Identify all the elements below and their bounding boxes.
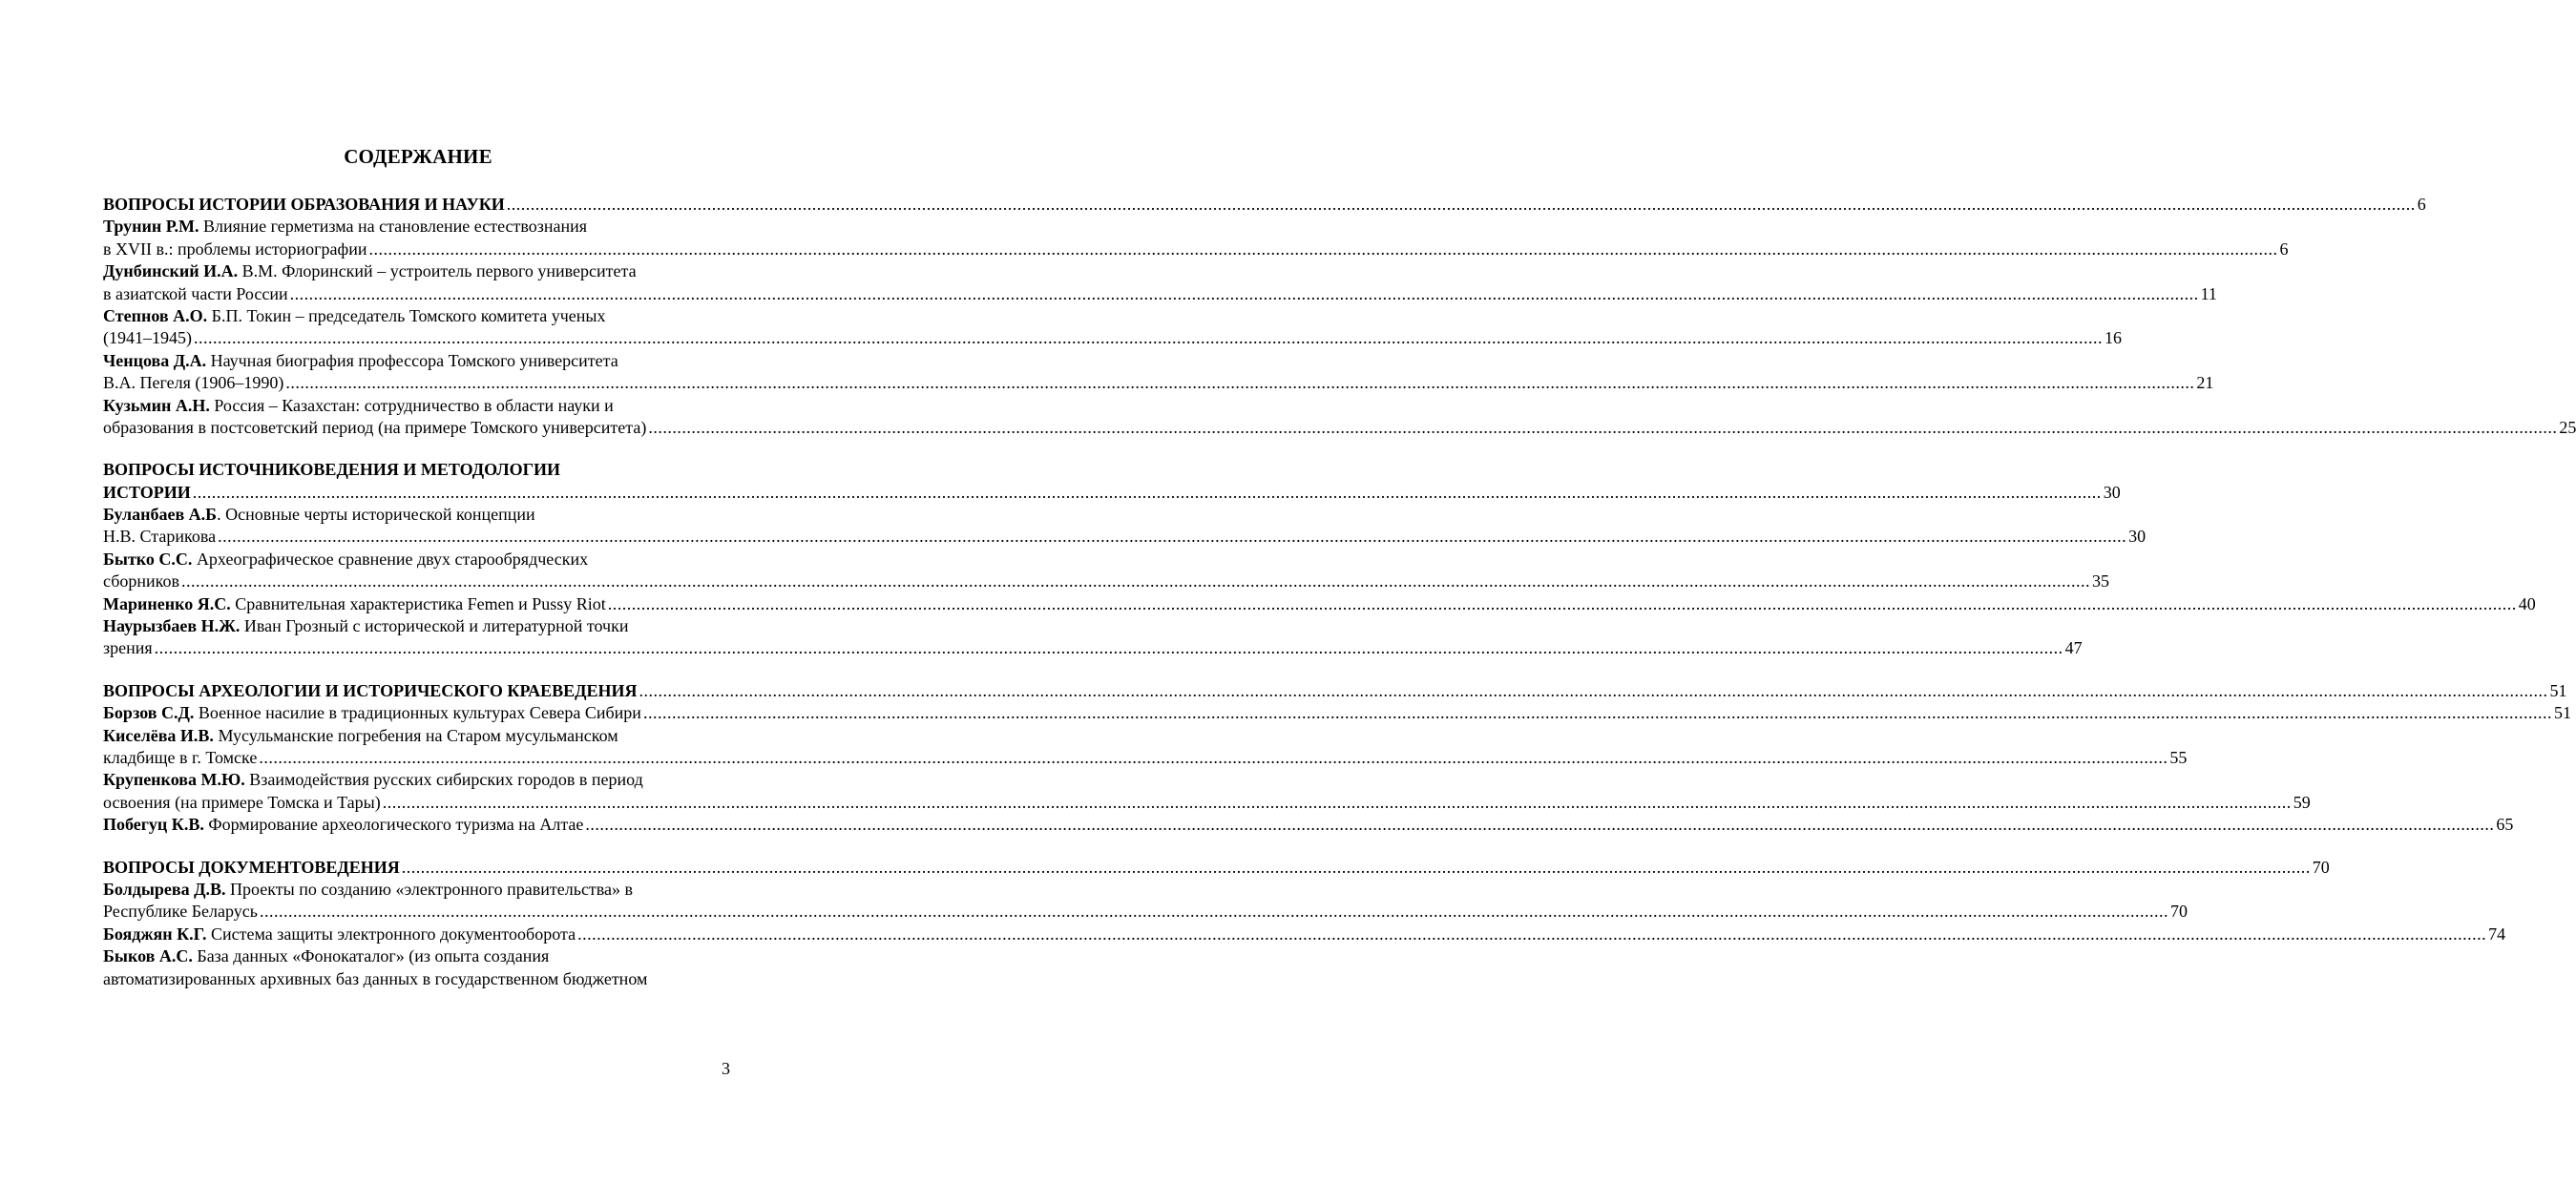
toc-entry-line xyxy=(103,615,733,637)
toc-entry-line xyxy=(103,216,733,238)
entry-text xyxy=(103,945,549,967)
toc-entry-line xyxy=(103,725,733,747)
dot-leader: ................................................................................................................................................................................................................................................................................................................................................................................................................ xyxy=(639,680,2548,700)
toc-page-number: 40 xyxy=(2518,593,2536,613)
toc-page-number: 51 xyxy=(2553,703,2571,723)
entry-title: сборников xyxy=(103,571,179,592)
dot-leader: ................................................................................................................................................................................................................................................................................................................................................................................................................ xyxy=(506,195,2416,214)
toc-page-number: 59 xyxy=(2293,792,2311,812)
entry-title: Б.П. Токин – председатель Томского комитета ученых xyxy=(211,305,606,325)
dot-leader: ................................................................................................................................................................................................................................................................................................................................................................................................................ xyxy=(259,747,2168,767)
entry-text xyxy=(103,526,216,548)
toc-page-number: 47 xyxy=(2064,638,2083,658)
toc-entry-line xyxy=(103,526,2147,548)
section-title-line xyxy=(103,482,2121,504)
toc-section xyxy=(103,857,2506,990)
dot-leader: ................................................................................................................................................................................................................................................................................................................................................................................................................ xyxy=(259,902,2168,922)
toc-entry-line xyxy=(103,395,733,417)
entry-text xyxy=(103,350,618,372)
entry-text xyxy=(103,395,614,417)
entry-text xyxy=(103,792,381,814)
entry-text xyxy=(103,879,633,901)
entry-text xyxy=(103,504,535,526)
entry-title: В.М. Флоринский – устроитель первого университета xyxy=(241,261,637,281)
dot-leader: ................................................................................................................................................................................................................................................................................................................................................................................................................ xyxy=(285,373,2195,393)
toc-entry-line xyxy=(103,417,2576,439)
toc-page-number: 70 xyxy=(2312,857,2330,877)
dot-leader: ................................................................................................................................................................................................................................................................................................................................................................................................................ xyxy=(218,527,2127,547)
entry-text xyxy=(103,747,257,769)
toc-page-number: 65 xyxy=(2496,815,2514,835)
entry-title: Влияние герметизма на становление естествознания xyxy=(202,217,588,237)
entry-author: Ченцова Д.А. xyxy=(103,350,207,370)
entry-author: Борзов С.Д. xyxy=(103,703,195,723)
entry-title: Мусульманские погребения на Старом мусульманском xyxy=(218,725,618,745)
entry-author: Киселёва И.В. xyxy=(103,725,214,745)
dot-leader: ................................................................................................................................................................................................................................................................................................................................................................................................................ xyxy=(289,283,2199,303)
entry-text xyxy=(103,901,258,923)
entry-title: образования в постсоветский период (на примере Томского университета) xyxy=(103,417,647,437)
toc-page-number: 30 xyxy=(2103,482,2121,502)
entry-author: Быков А.С. xyxy=(103,946,193,966)
entry-author: Крупенкова М.Ю. xyxy=(103,770,245,790)
toc-page-number: 6 xyxy=(2417,195,2426,214)
toc-entry-line xyxy=(103,239,2289,260)
entry-title: Проекты по созданию «электронного правительства» в xyxy=(230,879,634,899)
dot-leader: ................................................................................................................................................................................................................................................................................................................................................................................................................ xyxy=(401,857,2311,877)
toc-entry-line xyxy=(103,283,2217,305)
entry-title: автоматизированных архивных баз данных в государственном бюджетном xyxy=(103,968,648,988)
entry-text xyxy=(103,593,606,615)
toc-entry-line xyxy=(103,879,733,901)
entry-author: Буланбаев А.Б xyxy=(103,505,218,525)
section-title: ВОПРОСЫ ИСТОЧНИКОВЕДЕНИЯ И МЕТОДОЛОГИИ xyxy=(103,460,561,480)
entry-text xyxy=(103,571,179,592)
toc-entry-line xyxy=(103,924,2506,945)
dot-leader: ................................................................................................................................................................................................................................................................................................................................................................................................................ xyxy=(382,792,2292,812)
toc-entry-line xyxy=(103,702,2571,724)
entry-author: Бытко С.С. xyxy=(103,549,193,569)
section-title: ИСТОРИИ xyxy=(103,482,191,502)
toc-entry-line xyxy=(103,792,2311,814)
toc-entry-line xyxy=(103,350,733,372)
toc-page-number: 55 xyxy=(2169,747,2188,767)
toc-section xyxy=(103,680,2571,837)
toc-page-number: 70 xyxy=(2169,902,2188,922)
entry-author: Степнов А.О. xyxy=(103,305,208,325)
entry-author: Трунин Р.М. xyxy=(103,217,199,237)
entry-text xyxy=(103,769,643,791)
entry-title: (1941–1945) xyxy=(103,328,192,348)
toc-entry-line xyxy=(103,571,2109,592)
entry-text xyxy=(103,637,153,659)
entry-text xyxy=(103,283,288,305)
entry-title: Археографическое сравнение двух старообрядческих xyxy=(196,549,589,569)
entry-author: Бояджян К.Г. xyxy=(103,924,207,944)
toc-page-number: 6 xyxy=(2279,239,2289,259)
entry-title: Военное насилие в традиционных культурах Севера Сибири xyxy=(198,703,641,723)
dot-leader: ................................................................................................................................................................................................................................................................................................................................................................................................................ xyxy=(577,924,2487,944)
entry-title: В.А. Пегеля (1906–1990) xyxy=(103,373,284,393)
page-number: 3 xyxy=(722,1059,730,1078)
entry-title: Н.В. Старикова xyxy=(103,527,217,547)
dot-leader: ................................................................................................................................................................................................................................................................................................................................................................................................................ xyxy=(607,593,2517,613)
entry-text xyxy=(103,968,647,990)
toc-page-number: 35 xyxy=(2091,571,2109,592)
dot-leader: ................................................................................................................................................................................................................................................................................................................................................................................................................ xyxy=(192,482,2102,502)
entry-author: Дунбинский И.А. xyxy=(103,261,239,281)
entry-title: Иван Грозный с исторической и литературной точки xyxy=(243,616,629,636)
section-title-line xyxy=(103,680,2567,702)
entry-author: Кузьмин А.Н. xyxy=(103,395,210,415)
toc-entry-line xyxy=(103,372,2214,394)
dot-leader: ................................................................................................................................................................................................................................................................................................................................................................................................................ xyxy=(642,703,2552,723)
entry-text xyxy=(103,327,192,349)
entry-text xyxy=(103,239,367,260)
toc-entry-line xyxy=(103,968,733,990)
toc-entry-line xyxy=(103,260,733,282)
section-title-line xyxy=(103,194,2426,216)
entry-text xyxy=(103,702,641,724)
toc-page-number: 51 xyxy=(2549,680,2567,700)
toc-entry-line xyxy=(103,327,2122,349)
entry-title: База данных «Фонокаталог» (из опыта создания xyxy=(197,946,550,966)
entry-text xyxy=(103,372,283,394)
toc-entry-line xyxy=(103,549,733,571)
dot-leader: ................................................................................................................................................................................................................................................................................................................................................................................................................ xyxy=(180,571,2090,592)
toc-page-number: 30 xyxy=(2128,527,2147,547)
dot-leader: ................................................................................................................................................................................................................................................................................................................................................................................................................ xyxy=(154,638,2063,658)
entry-title: освоения (на примере Томска и Тары) xyxy=(103,792,381,812)
entry-text xyxy=(103,417,646,439)
toc-entry-line xyxy=(103,305,733,327)
toc-section xyxy=(103,194,2576,439)
entry-author: Мариненко Я.С. xyxy=(103,593,231,613)
entry-title: Республике Беларусь xyxy=(103,902,258,922)
toc-page-number: 21 xyxy=(2196,373,2214,393)
entry-title: Формирование археологического туризма на Алтае xyxy=(208,815,584,835)
entry-text xyxy=(103,305,605,327)
toc-page-number: 11 xyxy=(2200,283,2217,303)
entry-title: Россия – Казахстан: сотрудничество в области науки и xyxy=(214,395,614,415)
toc-entry-line xyxy=(103,637,2083,659)
entry-title: в XVII в.: проблемы историографии xyxy=(103,239,367,259)
toc-page-number: 74 xyxy=(2488,924,2506,944)
entry-title: в азиатской части России xyxy=(103,283,288,303)
section-title: ВОПРОСЫ ДОКУМЕНТОВЕДЕНИЯ xyxy=(103,857,400,877)
entry-title: Система защиты электронного документооборота xyxy=(211,924,576,944)
toc-entry-line xyxy=(103,945,733,967)
entry-title: . Основные черты исторической концепции xyxy=(217,505,535,525)
toc-entry-line xyxy=(103,901,2188,923)
dot-leader: ................................................................................................................................................................................................................................................................................................................................................................................................................ xyxy=(368,239,2278,259)
entry-text xyxy=(103,549,588,571)
entry-title: Сравнительная характеристика Femen и Pussy Riot xyxy=(235,593,606,613)
entry-text xyxy=(103,725,618,747)
entry-text xyxy=(103,216,587,238)
section-title-line xyxy=(103,459,733,481)
dot-leader: ................................................................................................................................................................................................................................................................................................................................................................................................................ xyxy=(648,417,2558,437)
toc-entry-line xyxy=(103,593,2536,615)
entry-text xyxy=(103,615,628,637)
entry-author: Болдырева Д.В. xyxy=(103,879,226,899)
page-title: СОДЕРЖАНИЕ xyxy=(344,145,492,168)
entry-author: Наурызбаев Н.Ж. xyxy=(103,616,241,636)
toc-entry-line xyxy=(103,747,2188,769)
toc-entry-line xyxy=(103,769,733,791)
section-title: ВОПРОСЫ АРХЕОЛОГИИ И ИСТОРИЧЕСКОГО КРАЕВЕДЕНИЯ xyxy=(103,680,638,700)
entry-title: зрения xyxy=(103,638,153,658)
entry-author: Побегуц К.В. xyxy=(103,815,204,835)
entry-text xyxy=(103,924,576,945)
entry-title: Научная биография профессора Томского университета xyxy=(210,350,618,370)
dot-leader: ................................................................................................................................................................................................................................................................................................................................................................................................................ xyxy=(585,815,2495,835)
entry-title: Взаимодействия русских сибирских городов в период xyxy=(249,770,643,790)
table-of-contents xyxy=(103,194,2576,1010)
toc-section xyxy=(103,459,2536,660)
toc-page-number: 16 xyxy=(2105,328,2122,348)
entry-text xyxy=(103,814,583,836)
dot-leader: ................................................................................................................................................................................................................................................................................................................................................................................................................ xyxy=(194,328,2103,348)
section-title: ВОПРОСЫ ИСТОРИИ ОБРАЗОВАНИЯ И НАУКИ xyxy=(103,195,505,214)
toc-entry-line xyxy=(103,504,733,526)
entry-title: кладбище в г. Томске xyxy=(103,747,258,767)
entry-text xyxy=(103,260,637,282)
toc-page-number: 25 xyxy=(2559,417,2576,437)
toc-entry-line xyxy=(103,814,2514,836)
section-title-line xyxy=(103,857,2330,879)
